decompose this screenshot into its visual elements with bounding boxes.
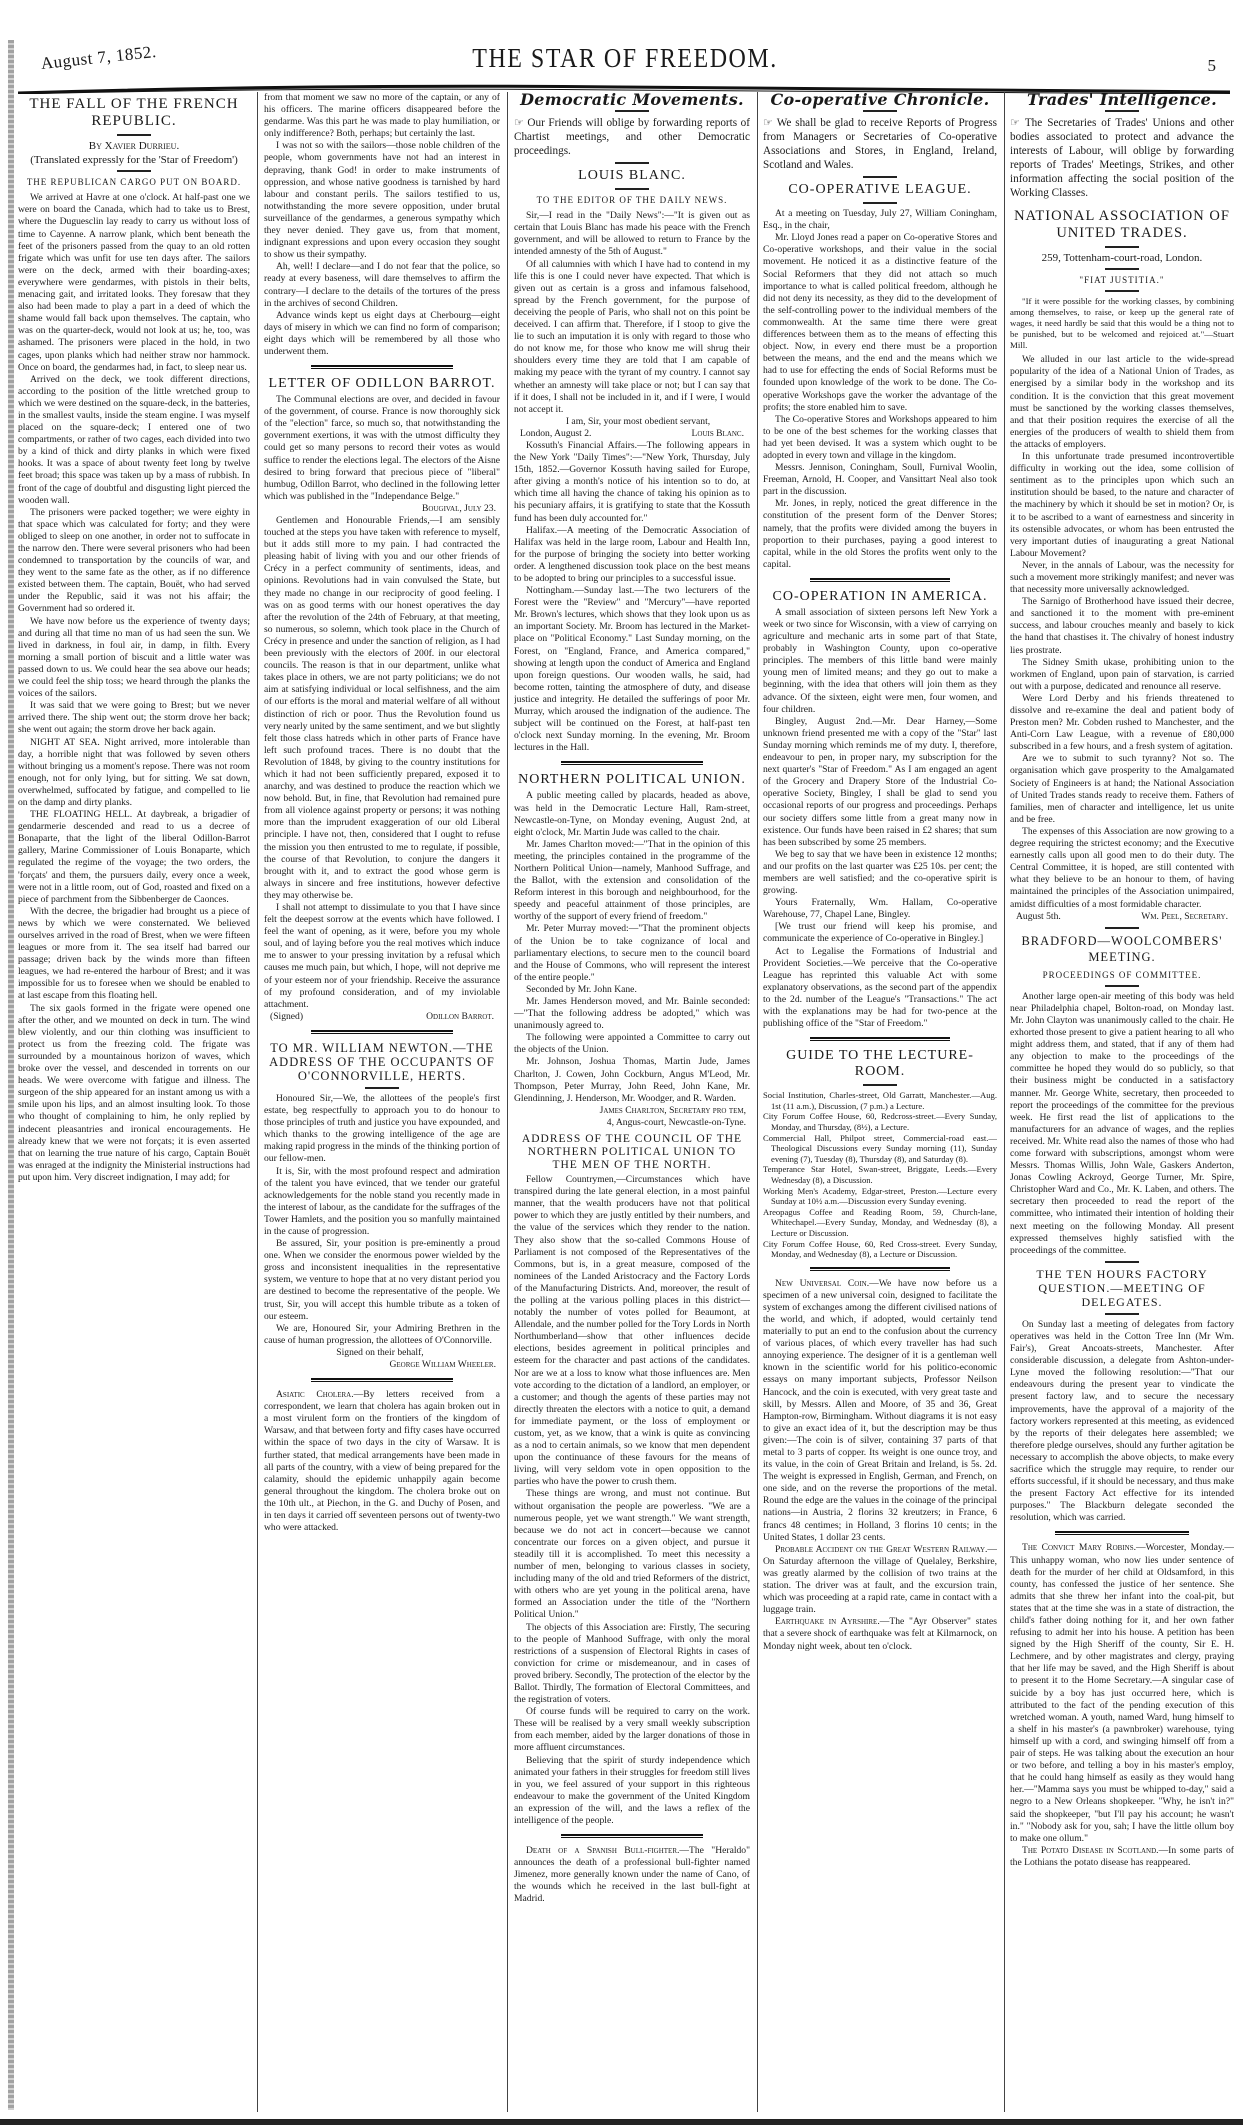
pointing-hand-icon: ☞: [1010, 117, 1025, 130]
divider: [365, 1087, 399, 1089]
paragraph: We arrived at Havre at one o'clock. At half-past one we were on board the Canada, which had to take us to Brest, where the Duguesclin lay ready to carry us without loss of time to Cayenne. A narrow plank, which bent beneath the feet of the prisoners passed from the quay to an old rotten frigate which was unfit for use ten days after. The sailors were on the deck, armed with their boarding-axes; everywhere were gendarmes, with pistols in their belts, menacing gait, and irritated looks. They foresaw that they also had been made to play a part in a deed of which the shame would fall back upon themselves. The captain, who was on the quarter-deck, would not look at us; he, too, was ashamed. The prisoners were placed in the hold, in two cages, upon planks which had neither straw nor hammock. Once on board, the gendarmes had, in fact, to sleep near us.: [18, 192, 250, 373]
column-divider: [1004, 92, 1005, 2112]
paragraph: Yours Fraternally, Wm. Hallam, Co-operative Warehouse, 77, Chapel Lane, Bingley.: [763, 897, 997, 921]
divider: [615, 162, 649, 164]
article-headline: THE FALL OF THE FRENCH REPUBLIC.: [29, 96, 239, 129]
item-text: —By letters received from a correspondent, we learn that cholera has again broken out in a most virulent form on the frontiers of the kingdom of Warsaw, and that between forty and fifty cases have occurred within the space of two days in the city of Warsaw. It is further stated, that medical arrangements have been made in all parts of the country, with a view of being prepared for the calamity, should the epidemic unhappily again become general throughout the kingdom. The cholera broke out on the 10th ult., at Piechon, in the G. and Duchy of Posen, and in ten days it carried off seventeen persons out of twenty-two who were attacked.: [264, 1389, 500, 1534]
paragraph: [We trust our friend will keep his promise, and communicate the experience of Co-operative in Bingley.]: [763, 921, 997, 945]
signed-label: Signed on their behalf,: [336, 1346, 424, 1358]
divider: [1105, 1261, 1139, 1263]
item-lead: Earthquake in Ayrshire.: [775, 1616, 880, 1628]
divider: [863, 1084, 897, 1086]
article-headline: LETTER OF ODILLON BARROT.: [268, 376, 496, 392]
section-notice: ☞ The Secretaries of Trades' Unions and other bodies associated to protect and advance the interests of Labour, will oblige by forwarding reports of Trades' Meetings, Strikes, and other information affecting the social position of the Working Classes.: [1010, 117, 1234, 200]
paragraph: Of all calumnies with which I have had to contend in my life this is one I could never have expected. That which is given out as certain is a gross and infamous falsehood, spread by the French government, for the purpose of deceiving the people of Paris, who shall not on this point be deceived. I can affirm that. Therefore, if I stoop to give the lie to such an imputation it is only with regard to those who do not know me, for those who know me will shrug their shoulders every time they are told that I am capable of making my peace with the tyrant of my country. I cannot say whether an amnesty will take place or not; but I can say that if it does, I shall not be included in it, and if I were, I would not accept it.: [514, 258, 750, 415]
article-subhead: TO THE EDITOR OF THE DAILY NEWS.: [536, 195, 728, 206]
item-lead: Probable Accident on the Great Western Railway.: [775, 1543, 988, 1555]
signature: Louis Blanc.: [691, 427, 744, 439]
signature: Odillon Barrot.: [426, 1010, 494, 1022]
divider: [1105, 290, 1139, 292]
article-headline: THE TEN HOURS FACTORY QUESTION.—MEETING OF DELEGATES.: [1036, 1266, 1208, 1309]
article-headline: BRADFORD—WOOLCOMBERS' MEETING.: [1021, 933, 1223, 964]
paragraph: Kossuth's Financial Affairs.—The following appears in the New York "Daily Times":—"New York, Thursday, July 15th, 1852.—Governor Kossuth having sailed for Europe, after giving a month's notice of his intention so to do, at which time all having the chance of taking his opinion as to his pecuniary affairs, it is gratifying to state that the Kossuth fund has been duly accounted for.": [514, 439, 750, 524]
divider: [1105, 110, 1139, 112]
signature-row: [514, 428, 750, 440]
item-lead: New Universal Coin.: [775, 1277, 870, 1289]
column-cooperative-chronicle: [763, 92, 997, 2112]
paragraph: Gentlemen and Honourable Friends,—I am sensibly touched at the steps you have taken with reference to myself, but it adds still more to my pain. I had contracted the pleasing habit of living with you and our other friends of Crécy in a perfect community of sentiments, ideas, and opinions. Revolutions had in vain convulsed the State, but they made no change in our reciprocity of good feeling. I was on as good terms with our honest operatives the day after the revolution of the 24th of February, at that meeting, so numerous, so solemn, which took place in the Church of Crécy in presence and under the sanction of religion, as I had been previously with the electors of 200f. in our electoral councils. The reason is that in our department, unlike what takes place in others, we are not party politicians; we do not aim at satisfying individual or local selfishness, and the aim of our efforts is the moral and material welfare of all without distinction of rich or poor. Thus the Revolution found us very nearly united by the same sentiment, and we but slightly felt those class hatreds which in other parts of France have left such profound traces. There is no doubt that the Revolution of 1848, by giving to the country institutions for which it had not been sufficiently prepared, exposed it to anarchy, and was destined to produce the reaction which we now behold. But, in fine, that Revolution had remained pure from all violence against property or persons; it was nothing more than the imprudent exaggeration of our old Liberal principle. I have not, then, considered that I ought to refuse the mission you then entrusted to me to regulate, if possible, the course of that Revolution, to conjure the dangers it brought with it, and to extract the good whose germ is always in sincere and free institutions, however defective they may otherwise be.: [264, 515, 500, 901]
list-item: Areopagus Coffee and Reading Room, 59, Church-lane, Whitechapel.—Every Sunday, Monday, and Wednesday (8), a Lecture or Discussion.: [763, 1206, 997, 1238]
section-title: Trades' Intelligence.: [1026, 92, 1218, 109]
sign-date: August 5th.: [1016, 910, 1061, 922]
list-item: Social Institution, Charles-street, Old Garratt, Manchester.—Aug. 1st (11 a.m.), Discussion, (7 p.m.) a Lecture.: [763, 1090, 997, 1111]
news-item-cholera: [264, 1389, 500, 1534]
news-item-bullfighter: [514, 1845, 750, 1905]
pointing-hand-icon: ☞: [514, 117, 528, 130]
paragraph: At a meeting on Tuesday, July 27, William Coningham, Esq., in the chair,: [763, 208, 997, 232]
article-subhead: THE REPUBLICAN CARGO PUT ON BOARD.: [26, 177, 242, 188]
divider: [1105, 927, 1139, 929]
article-byline: By Xavier Durrieu.: [88, 140, 180, 152]
divider: [117, 134, 151, 136]
page-bottom-edge: [0, 2119, 1243, 2125]
paragraph: Ah, well! I declare—and I do not fear that the police, so ready at every baseness, will dare themselves to affirm the contrary—I declare to the details of the tortures of the press in the archives of second Children.: [264, 261, 500, 309]
paragraph: With the decree, the brigadier had brought us a piece of news by which we were consternated. We believed ourselves arrived in the road of Brest, when we were fifteen leagues or more from it. The sea itself had barred our passage; driven back by the winds more than fifteen leagues, we had re-entered the harbour of Brest; and it was impossible for us to foresee when we should be enabled to at last escape from this floating hell.: [18, 905, 250, 1002]
paragraph: The Co-operative Stores and Workshops appeared to him to be one of the best schemes for the working classes that had yet been devised. It was a system which ought to be adopted in every town and village in the kingdom.: [763, 413, 997, 461]
divider: [561, 1834, 703, 1838]
item-text: —In some parts of the Lothians the potato disease has reappeared.: [1010, 1844, 1234, 1868]
divider: [1105, 246, 1139, 248]
issue-date: August 7, 1852.: [39, 41, 158, 74]
paragraph: NIGHT AT SEA. Night arrived, more intolerable than day, a horrible night that was followed by seven others without bringing us a moment's repose. There was not room enough, not for only lying, but for sitting. We sat down, overwhelmed, suffocated by fatigue, and compelled to lie on the damp and dirty planks.: [18, 736, 250, 808]
dateline: Bougival, July 23.: [422, 502, 496, 514]
epigraph-quote: "If it were possible for the working classes, by combining among themselves, to raise, or keep up the general rate of wages, it need hardly be said that this would be a thing not to be punished, but to be welcomed and rejoiced at."—Stuart Mill.: [1010, 296, 1234, 351]
divider: [863, 110, 897, 112]
paragraph: Mr. Jones, in reply, noticed the great difference in the constitution of the present form of the Denver Stores; namely, that the profits were divided among the buyers in proportion to their purchases, paying a good interest to capital, while in the old Stores the profits went only to the capital.: [763, 498, 997, 570]
item-lead: Asiatic Cholera.: [276, 1389, 354, 1401]
news-item-coin: [763, 1278, 997, 1544]
item-text: —On Saturday afternoon the village of Quelaley, Berkshire, was greatly alarmed by the collision of two trains at the station. The driver was at fault, and the excursion train, which was proceeding at a rapid rate, came in contact with a luggage train.: [763, 1543, 997, 1616]
newspaper-title: THE STAR OF FREEDOM.: [472, 43, 778, 74]
paragraph: Bingley, August 2nd.—Mr. Dear Harney,—Some unknown friend presented me with a copy of the "Star" last Sunday morning which reminds me of my duty. I, therefore, endeavour to pen, in proper nary, my subscription for the next quarter's "Star of Freedom." As I am engaged an agent of the Grocery and Drapery Store of the Industrial Co-operative Society, Bingley, I shall be glad to send you occasional reports of our progress and proceedings. Perhaps our society differs some little from a great many now in existence. Our funds have been raised in £2 shares; that sum has been subscribed by some 25 members.: [763, 715, 997, 848]
divider: [1055, 1531, 1189, 1535]
paragraph: THE FLOATING HELL. At daybreak, a brigadier of gendarmerie descended and read to us a decree of Bonaparte, that the light of the liberal Odillon-Barrot gallery, Marine Commissioner of Louis Bonaparte, which regulated the regime of the voyage; the two orders, the 'forçats' and them, the pursuers daily, every once a week, were not in a little room, out of God, roasted and fixed on a piece of parchment from the Sibbenberger de Caonces.: [18, 809, 250, 905]
paragraph: Messrs. Jennison, Coningham, Soull, Furnival Woolin, Freeman, Arnold, H. Cooper, and Vansittart Neal also took part in the discussion.: [763, 462, 997, 498]
paragraph: Be assured, Sir, your position is pre-eminently a proud one. When we consider the enormous power wielded by the gross and inconsistent inequalities in the representative system, we venture to hope that at no very distant period you are destined to become the representative of the people. We trust, Sir, you will accept this humble tribute as a token of our esteem.: [264, 1238, 500, 1322]
paragraph: Arrived on the deck, we took different directions, according to the position of the little wretched group to which we were destined on the square-deck, in the batteries, in the smallest vaults, inside the steam engine. I was myself placed on the square-deck; I entered one of two compartments, or rather of two cages, each divided into two by a kind of thick and dirty planks in which were fixed hooks. It was a space of about twenty feet long by twelve feet broad; this space was taken up by a mass of rubbish. In front of the cage of doubtful and disgusting light pierced the wooden wall.: [18, 373, 250, 506]
paragraph: Never, in the annals of Labour, was the necessity for such a movement more strikingly manifest; and never was that necessity more universally acknowledged.: [1010, 559, 1234, 596]
signature-row: [264, 1011, 500, 1023]
article-headline: NATIONAL ASSOCIATION OF UNITED TRADES.: [1014, 208, 1230, 242]
section-notice: ☞ We shall be glad to receive Reports of Progress from Managers or Secretaries of Co-operative Associations and Stores, in England, Ireland, Scotland and Wales.: [763, 117, 997, 172]
divider: [615, 188, 649, 190]
paragraph: Advance winds kept us eight days at Cherbourg—eight days of misery in which we can find no form of comparison; eight days which will be remembered by all those who underwent them.: [264, 309, 500, 357]
news-item-railway: [763, 1544, 997, 1617]
paragraph: It was said that we were going to Brest; but we never arrived there. The ship went out; the storm drove her back; she went out again; the storm drove her back again.: [18, 700, 250, 736]
divider: [1105, 1313, 1139, 1315]
list-item: City Forum Coffee House, 60, Redcross-street.—Every Sunday, Monday, and Thursday, (8½), a Lecture.: [763, 1111, 997, 1132]
paragraph: Honoured Sir,—We, the allottees of the people's first estate, beg respectfully to approach you to do honour to those principles of truth and justice you have expounded, and which thanks to the growing intelligence of the age are making rapid progress in the minds of the thinking portion of our fellow-men.: [264, 1092, 500, 1165]
divider: [615, 110, 649, 112]
page-binding-edge: [8, 40, 14, 2110]
paragraph: The following were appointed a Committee to carry out the objects of the Union.: [514, 1032, 750, 1056]
paragraph: Are we to submit to such tyranny? Not so. The organisation which gave prosperity to the Amalgamated Society of Engineers is at hand; the National Association of United Trades stands ready to receive them. Fathers of families, men of character and intelligence, let us unite and be free.: [1010, 753, 1234, 825]
paragraph: It is, Sir, with the most profound respect and admiration of the talent you have evinced, that we tender our grateful acknowledgements for the noble stand you recently made in the interest of labour, as the candidate for the suffrages of the Tower Hamlets, and the position you so manfully maintained in the cause of progression.: [264, 1165, 500, 1237]
paragraph: Another large open-air meeting of this body was held near Philadelphia chapel, Bolton-road, on Monday last. Mr. John Clayton was unanimously called to the chair. He exhorted those present to give a patient hearing to all who might address them, and stated, that if any of them had any objection to make to the proceedings of the committee he hoped they would do so publicly, so that their business might be conducted in a satisfactory manner. Mr. George White, secretary, then proceeded to report the proceedings of the committee for the previous week. He first read the list of applications to the manufacturers for an advance of wages, and the replies received. Mr. White read also the names of those who had come forward with subscriptions, amongst whom were Messrs. Thomas Willis, John Wale, Gaskers Anderton, Jonas Cowling Ackroyd, George Turner, Mr. Spire, Christopher Ward and Co., Mr. K. Laben, and others. The secretary then proceeded to read the report of the committee, who intimated their intention of holding their next meeting on the following Monday. All present expressed themselves highly satisfied with the proceedings of the committee.: [1010, 990, 1234, 1256]
paragraph: A public meeting called by placards, headed as above, was held in the Democratic Lecture Hall, Ram-street, Newcastle-on-Tyne, on Monday evening, August 2nd, at eight o'clock, Mr. Martin Jude was called to the chair.: [514, 790, 750, 838]
signature: Wm. Peel, Secretary.: [1141, 910, 1228, 922]
divider: [863, 176, 897, 178]
divider: [1105, 985, 1139, 987]
paragraph: The six gaols formed in the frigate were opened one after the other, and we mounted on deck in turn. The wind blew violently, and our thin clothing was insufficient to protect us from the freezing cold. The frigate was surrounded by a mountainous horizon of waves, which broke over the vessel, and descended in torrents on our heads. We were overcome with fatigue and illness. The surgeon of the ship appeared for an instant among us with a smile upon his lips, and an almost insulting look. To those who thought of complaining to him, he only replied by indecent pleasantries and ironical encouragements. He already knew that we were not forçats; it is even asserted that on learning the true nature of his cargo, Captain Bouët was enraged at the indignity the Ministerial instructions had put upon him. Very discreet indignation, I may add; for: [18, 1002, 250, 1183]
article-subhead: PROCEEDINGS OF COMMITTEE.: [1042, 969, 1202, 980]
divider: [561, 761, 703, 765]
paragraph: These things are wrong, and must not continue. But without organisation the people are powerless. "We are a numerous people, yet we want strength." We want strength, because we do not act in concert—because we cannot concentrate our forces on a given object, and pursue it steadily till it is accomplished. To meet this necessity a number of men, belonging to various classes in society, including many of the old and tried Reformers of the district, with others who are yet young in the political arena, have formed an Association under the title of the "Northern Political Union.": [514, 1488, 750, 1621]
paragraph: We beg to say that we have been in existence 12 months; and our profits on the last quarter was £25 10s. per cent; the members are well satisfied; and the co-operative spirit is growing.: [763, 848, 997, 897]
article-headline: TO MR. WILLIAM NEWTON.—THE ADDRESS OF THE OCCUPANTS OF O'CONNORVILLE, HERTS.: [269, 1040, 495, 1083]
article-headline: CO-OPERATION IN AMERICA.: [772, 588, 988, 604]
paragraph: from that moment we saw no more of the captain, or any of his officers. The marine officers disappeared before the gendarme. Was this part he was made to play humiliation, or only indifference? Both, perhaps; but certainly the last.: [264, 92, 500, 140]
divider: [311, 1378, 453, 1382]
item-text: —Worcester, Monday.—This unhappy woman, who now lies under sentence of death for the murder of her child at Oldsamford, in this county, has confessed the justice of her sentence. She admits that she threw her infant into the coal-pit, but states that at the time she was in a state of distraction, the child's father doing nothing for it, and her own father refusing to admit her into his house. A petition has been signed by the High Sheriff of the county, Sir E. H. Lechmere, and by other magistrates and clergy, praying that her life may be saved, and the High Sheriff is about to present it to the Home Secretary.—A singular case of suicide by a boy has just occurred here, which is attributed to the fact of the pending execution of this wretched woman. A youth, named Ward, hung himself to a shelf in his master's (a pawnbroker) warehouse, tying himself up with a cord, and swinging himself off from a pair of steps. He was talking about the execution an hour or two before, and telling a boy in his master's employ, that he could hang himself as easily as they would hang her.—"Mamma says you must be whipped to-day," said a negro to a New Orleans shopkeeper. "Why, he isn't in?" said the shopkeeper, "but I'll pay his account; he wasn't in." "Nobody ask for you, sah; I have the little ollum boy to make one ollum.": [1010, 1542, 1234, 1844]
paragraph: Mr. Peter Murray moved:—"That the prominent objects of the Union be to take cognizance of local and parliamentary elections, to secure men to the council board and the House of Commons, who will represent the interest of the entire people.": [514, 923, 750, 983]
divider: [810, 1037, 950, 1041]
paragraph: Believing that the spirit of sturdy independence which animated your fathers in their struggles for freedom still lives in you, we feel assured of your support in this righteous endeavour to make the government of the United Kingdom an expression of the will, and the laws a reflex of the intelligence of the people.: [514, 1754, 750, 1826]
column-barrot-newton: [264, 92, 500, 2112]
section-notice: ☞ Our Friends will oblige by forwarding reports of Chartist meetings, and other Democratic proceedings.: [514, 117, 750, 158]
sign-off: I am, Sir, your most obedient servant,: [565, 415, 711, 427]
paragraph: Fellow Countrymen,—Circumstances which have transpired during the late general election, in a most painful manner, that the wealth producers have not that political power to which they are justly entitled by their numbers, and the value of the services which they render to the nation. They also show that the so-called Commons House of Parliament is not composed of the Representatives of the Commons, but is, in a great measure, composed of the nominees of the Landed Aristocracy and the Factory Lords of the Manufacturing Districts. And, moreover, the result of the polling at the various polling places in this district—notably the number of votes polled for Beaumont, at Allendale, and the number polled for the Tory Lords in North Northumberland—show that other influences decide elections, besides agreement in political principles and esteem for the character and past actions of the candidates. Nor are we at a loss to know what those influences are. Men vote according to the dictation of a landlord, an employer, or a customer; and though the agents of these parties may not directly threaten the electors with a notice to quit, a demand for immediate payment, or the loss of employment or custom, yet, as we know, that a wink is quite as convincing as a nod to certain animals, so we know that men dependent upon the continuance of these favours for the means of living, will very seldom vote in open opposition to the parties who have the power to crush them.: [514, 1174, 750, 1488]
column-french-republic: [18, 92, 250, 2112]
divider: [311, 365, 453, 369]
list-item: City Forum Coffee House, 60, Red Cross-street. Every Sunday, Monday, and Wednesday (8), a Lecture or Discussion.: [763, 1238, 997, 1260]
paragraph: The prisoners were packed together; we were eighty in that space which was calculated for forty; and they were obliged to sleep on one another, in order not to suffocate in the narrow den. There were several prisoners who had been condemned to transportation by the councils of war, and they went to the same fate as the other, as if no difference existed between them. The captain, Bouët, who had served under the Republic, said it was not his affair; the Government had so ordered it.: [18, 506, 250, 615]
lecture-guide-list: [763, 1090, 997, 1260]
article-headline: CO-OPERATIVE LEAGUE.: [788, 182, 972, 198]
divider: [1105, 268, 1139, 270]
article-headline: ADDRESS OF THE COUNCIL OF THE NORTHERN POLITICAL UNION TO THE MEN OF THE NORTH.: [521, 1133, 743, 1172]
paragraph: Seconded by Mr. John Kane.: [526, 983, 637, 995]
paragraph: Mr. Johnson, Joshua Thomas, Martin Jude, James Charlton, J. Cowen, John Cockburn, Angus M'Leod, Mr. Thompson, Peter Murray, John Reed, John Kane, Mr. Glendinning, J. Henderson, Mr. Woodger, and R. Warden.: [514, 1056, 750, 1104]
divider: [810, 1267, 950, 1271]
item-text: —The "Heraldo" announces the death of a professional bull-fighter named Jimenez, more generally known under the name of Cano, of the wounds which he received in the last bull-fight at Madrid.: [514, 1845, 750, 1905]
item-lead: The Potato Disease in Scotland.: [1022, 1844, 1159, 1856]
paragraph: In this unfortunate trade presumed incontrovertible difficulty in working out the idea, some collision of sentiment as to the principles upon which such an institution should be based, to the nature and character of the machinery by which it should be set in motion? Or, is it to be ascribed to a want of earnestness and sincerity in its ostensible advocates, or whom has been entrusted the very important duties of inaugurating a great National Labour Movement?: [1010, 451, 1234, 559]
news-item-mary-robins: [1010, 1542, 1234, 1844]
signed-label: (Signed): [270, 1010, 304, 1022]
paragraph: Sir,—I read in the "Daily News":—"It is given out as certain that Louis Blanc has made his peace with the French government, and will be allowed to return to France by the intended amnesty of the 5th of August.": [514, 210, 750, 258]
divider: [810, 578, 950, 582]
column-divider: [507, 92, 508, 2112]
article-headline: NORTHERN POLITICAL UNION.: [518, 772, 746, 788]
item-text: —We have now before us a specimen of a new universal coin, designed to facilitate the system of exchanges among the different civilised nations of the world, and which, if adopted, would certainly tend materially to put an end to the confusion about the currency of various places, of which every traveller has had such annoying experience. The designer of it is a gentleman well known in the scientific world for his politico-economic essays on many important subjects, Professor Neilson Hancock, and the coin is executed, with very great taste and skill, by Messrs. Allen and Moore, of 35 and 36, Great Hampton-row, Birmingham. Without diagrams it is not easy to give an exact idea of it, but the description may be thus given:—The coin is of silver, containing 37 parts of that metal to 3 parts of copper. Its weight is one ounce troy, and its value, in the coin of Great Britain and Ireland, is 5s. 2d. The weight is expressed in English, German, and French, on one side, and on the reverse the proportions of the metal. Round the edge are the values in the coinage of the principal nations—in Austria, 2 florins 32 kreutzers; in France, 6 francs 48 centimes; in Holland, 3 florins 10 cents; in the United States, 1 dollar 23 cents.: [763, 1277, 997, 1543]
item-text: —The "Ayr Observer" states that a severe shock of earthquake was felt at Kilmarnock, on Monday night week, about ten o'clock.: [763, 1616, 997, 1652]
item-lead: Death of a Spanish Bull-fighter.: [526, 1845, 680, 1857]
paragraph: Mr. Lloyd Jones read a paper on Co-operative Stores and Co-operative workshops, and their value in the social movement. He noticed it as a distinctive feature of the Social Reformers that they did not attach so much importance to what is called political freedom, although he did not deny its necessity, as they did to the development of the self-controlling power to the individual members of the commonwealth. At the same time there were great differences between them as to the means of effecting this object. Now, in every end there must be a proportion between the means, and the end and the means which we had to use for effecting the ends of Social Reforms must be founded upon knowledge of the work to be done. The Co-operative Workshops gave the worker the advantage of the profits; the store enabled him to save.: [763, 232, 997, 413]
section-title: Co-operative Chronicle.: [770, 92, 990, 109]
article-headline: GUIDE TO THE LECTURE-ROOM.: [786, 1048, 974, 1080]
pointing-hand-icon: ☞: [763, 117, 777, 130]
association-address: 259, Tottenham-court-road, London.: [1041, 252, 1203, 265]
paragraph: The Sarnigo of Brotherhood have issued their decree, and sanctioned it to the moment with pre-eminent success, and labour crouches meanly and basely to kick the hand that chastises it. The chivalry of honest industry lies prostrate.: [1010, 596, 1234, 656]
column-trades-intelligence: [1010, 92, 1234, 2112]
signature-row: [1010, 911, 1234, 923]
paragraph: On Sunday last a meeting of delegates from factory operatives was held in the Cotton Tree Inn (Mr Wm. Fair's), Great Ancoats-streets, Manchester. After considerable discussion, a delegate from Ashton-under-Lyne moved the following resolution:—"That our endeavours during the present year to vindicate the present factory law, and to secure the necessary improvements, have the approval of a majority of the factory workers represented at this meeting, as evidenced by the reports of their delegates here assembled; we therefore pledge ourselves, should any further agitation be necessary to accomplish the above objects, to make every sacrifice which the struggle may require, to render our efforts successful, if it should be necessary, and thus make the present Factory Act effective for its intended purposes." The Blackburn delegate seconded the resolution, which was carried.: [1010, 1318, 1234, 1524]
list-item: Temperance Star Hotel, Swan-street, Briggate, Leeds.—Every Wednesday (8), a Discussion.: [763, 1164, 997, 1185]
address-line: 4, Angus-court, Newcastle-on-Tyne.: [606, 1116, 746, 1128]
divider: [311, 1030, 453, 1034]
column-divider: [757, 92, 758, 2112]
list-item: Commercial Hall, Philpot street, Commercial-road east.—Theological Discussions every Sunday morning (11), Sunday evening (7), Tuesday (8), Thursday (8), and Saturday (8).: [763, 1132, 997, 1164]
translation-note: (Translated expressly for the 'Star of Freedom'): [30, 154, 238, 167]
list-item: Working Men's Academy, Edgar-street, Preston.—Lecture every Sunday at 10½ a.m.—Discussion every Sunday evening.: [763, 1185, 997, 1207]
paragraph: Were Lord Derby and his friends threatened to dissolve and re-examine the deal and patient body of Preston men? Mr. Cobden rushed to Manchester, and the Anti-Corn Law League, with a revenue of £80,000 subscribed in a few hours, and a fresh system of agitation.: [1010, 692, 1234, 753]
paragraph: Halifax.—A meeting of the Democratic Association of Halifax was held in the large room, Labour and Health Inn, for the purpose of bringing the society into better working order. A lengthened discussion took place on the best means to be adopted to bring our principles to a successful issue.: [514, 524, 750, 584]
paragraph: We are, Honoured Sir, your Admiring Brethren in the cause of human progression, the allottees of O'Connorville.: [264, 1322, 500, 1346]
news-item-earthquake: [763, 1616, 997, 1652]
paragraph: The objects of this Association are: Firstly, The securing to the people of Manhood Suffrage, with only the moral restrictions of a suspension of Electoral Rights in cases of conviction for crime or misdemeanour, and in cases of proved bribery. Secondly, The protection of the elector by the Ballot. Thirdly, The formation of Electoral Committees, and the registration of voters.: [514, 1621, 750, 1706]
column-democratic-movements: [514, 92, 750, 2112]
masthead: [20, 40, 1230, 82]
page-number: 5: [1207, 56, 1216, 75]
article-headline: LOUIS BLANC.: [578, 168, 686, 184]
paragraph: The Sidney Smith ukase, prohibiting union to the workmen of England, upon pain of starvation, is carried out with a purpose, dedicated and renounce all reserve.: [1010, 656, 1234, 692]
divider: [863, 202, 897, 204]
divider: [117, 170, 151, 172]
paragraph: I shall not attempt to dissimulate to you that I have since felt the deepest sorrow at the events which have followed. I feel the want of opening, as it were, before you my whole soul, and of laying before you the real motives which induce me to answer to your pressing invitation by a refusal which causes me much pain, but which, I hope, will not deprive me of your esteem nor of your friendship. Receive the assurance of my profound consideration, and of my inviolable attachment.: [264, 902, 500, 1010]
paragraph: The expenses of this Association are now growing to a degree requiring the strictest economy; and the Executive earnestly calls upon all good men to do their duty. The Central Committee, it is hoped, are still contented with what they believe to be an honour to them, of having maintained the principles of the Association unimpaired, amidst difficulties of a most formidable character.: [1010, 825, 1234, 910]
paragraph: Of course funds will be required to carry on the work. These will be realised by a very small weekly subscription from each member, aided by the larger donations of those in more affluent circumstances.: [514, 1706, 750, 1754]
paragraph: We alluded in our last article to the wide-spread popularity of the idea of a National Union of Trades, as energised by a similar body in the workshop and its condition. It is the conviction that this great movement must be sanctioned by the working classes themselves, and that their position requires the exercise of all the energies of the producers of wealth to shield them from the attacks of employers.: [1010, 354, 1234, 450]
place-date: London, August 2.: [520, 427, 592, 439]
paragraph: A small association of sixteen persons left New York a week or two since for Wisconsin, with a view of carrying on agriculture and mechanic arts in some part of that State, probably in Washington County, upon co-operative principles. The members of this little band were mainly young men of limited means; and they go out to make a beginning, with the idea that others will join them as they advance. Of the sixteen, eight were men, four women, and four children.: [763, 606, 997, 715]
signature: James Charlton, Secretary pro tem,: [599, 1104, 746, 1116]
paragraph: We have now before us the experience of twenty days; and during all that time no man of us had seen the sun. We lived in darkness, in foul air, in damp, in filth. Every morning a small portion of biscuit and a little water was passed down to us. We could hear the sea above our heads; we could feel the ship toss; we heard through the planks the voices of the sailors.: [18, 615, 250, 700]
paragraph: I was not so with the sailors—those noble children of the people, whom governments have not had an interest in depraving, thank God! in order to make instruments of oppression, and whose native goodness is tarnished by hard labour and constant perils. The sailors testified to us, notwithstanding the more severe opposition, under brutal surveillance of the gendarmes, a generous sympathy which they never denied. They gave us, from that moment, indignant expressions and upon every occasion they sought to show us their sympathy.: [264, 140, 500, 261]
paragraph: Mr. James Henderson moved, and Mr. Bainle seconded:—"That the following address be adopted," which was unanimously agreed to.: [514, 996, 750, 1032]
paragraph: Mr. James Charlton moved:—"That in the opinion of this meeting, the principles contained in the programme of the Northern Political Union—namely, Manhood Suffrage, and the Ballot, with the extension and consolidation of the Reform interest in this borough and neighbourhood, for the speedy and peaceful attainment of those principles, are worthy of the support of every friend of freedom.": [514, 838, 750, 923]
news-item-potato: [1010, 1845, 1234, 1869]
column-divider: [257, 92, 258, 2112]
paragraph: The Communal elections are over, and decided in favour of the government, of course. France is now thoroughly sick of the "election" farce, so much so, that notwithstanding the government exertions, it was with the utmost difficulty they could get so many persons to record their votes as would suffice to render the elections legal. The electors of the Aisne desired to bring forward that precious piece of "liberal" humbug, Odillon Barrot, who declined in the following letter which was published in the "Independance Belge.": [264, 394, 500, 502]
item-lead: The Convict Mary Robins.: [1022, 1542, 1136, 1554]
paragraph: Act to Legalise the Formations of Industrial and Provident Societies.—We perceive that the Co-operative League has reprinted this valuable Act with some explanatory observations, as the second part of the appendix to the 2d. number of the League's "Transactions." The act with the explanations may be had for two-pence at the publishing office of the "Star of Freedom.": [763, 945, 997, 1030]
signature: George William Wheeler.: [389, 1359, 496, 1370]
section-title: Democratic Movements.: [520, 92, 744, 109]
paragraph: Nottingham.—Sunday last.—The two lecturers of the Forest were the "Review" and "Mercury"—have reported Mr. Brown's lectures, which shows that they look upon us as an important Society. Mr. Broom has lectured in the Market-place on "Political Economy." Last Sunday morning, on the Forest, on "England, France, and America compared," showing at length upon the conduct of America and England upon foreign questions. Our wooden walls, he said, had become rotten, tainting the atmosphere of duty, and disease justice and integrity. He detailed the sufferings of poor Mr. Murray, which aroused the indignation of the audience. The subject will be continued on the Forest, at half-past ten o'clock next Sunday morning. In the evening, Mr. Broom lectures in the Hall.: [514, 585, 750, 754]
motto: "FIAT JUSTITIA.": [1079, 275, 1165, 286]
